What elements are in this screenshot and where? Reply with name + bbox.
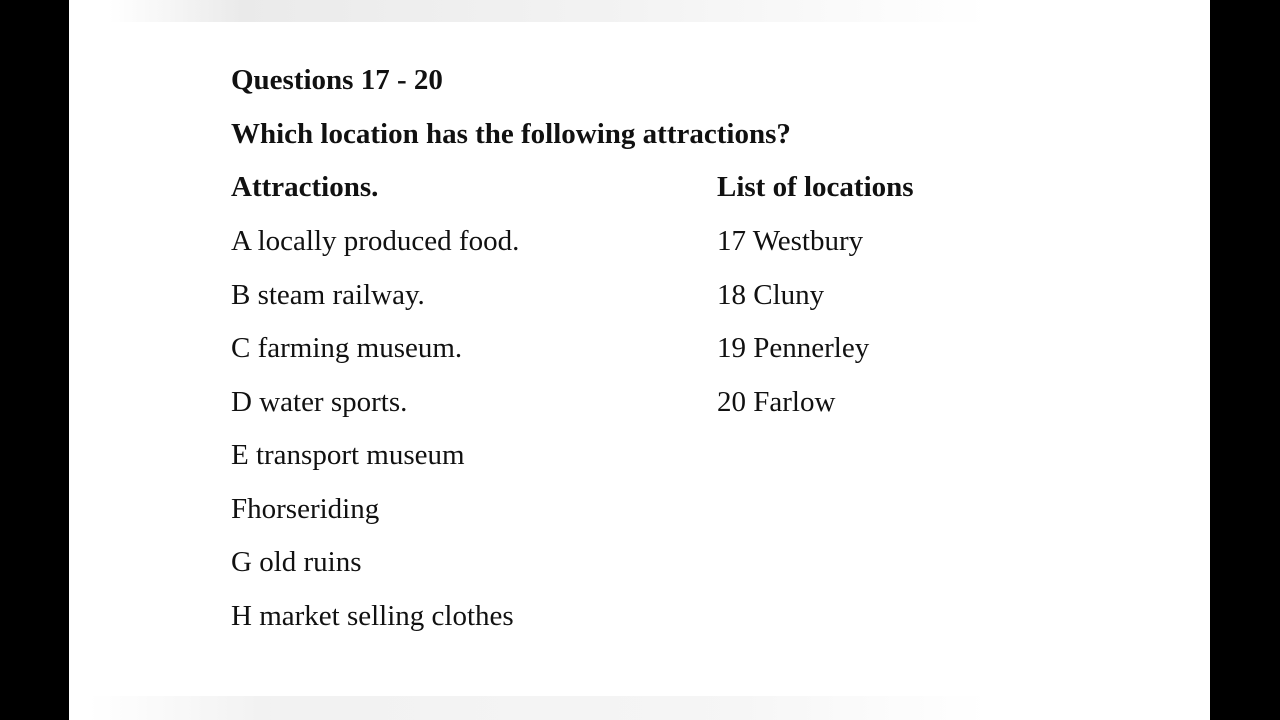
question-text: Which location has the following attractions?: [231, 118, 791, 150]
attraction-item: E transport museum: [231, 439, 465, 471]
attraction-item: D water sports.: [231, 386, 408, 418]
bottom-shadow: [89, 696, 989, 720]
location-item: 20 Farlow: [717, 386, 836, 418]
attraction-item: G old ruins: [231, 546, 362, 578]
top-shadow: [109, 0, 989, 22]
location-item: 19 Pennerley: [717, 332, 870, 364]
attraction-item: C farming museum.: [231, 332, 463, 364]
attraction-item: H market selling clothes: [231, 600, 514, 632]
attraction-item: Fhorseriding: [231, 493, 380, 525]
location-item: 18 Cluny: [717, 279, 825, 311]
attractions-header: Attractions.: [231, 171, 379, 203]
questions-heading: Questions 17 - 20: [231, 64, 443, 96]
attraction-item: A locally produced food.: [231, 225, 520, 257]
location-item: 17 Westbury: [717, 225, 864, 257]
locations-header: List of locations: [717, 171, 914, 203]
attraction-item: B steam railway.: [231, 279, 425, 311]
document-page: [69, 0, 1210, 720]
